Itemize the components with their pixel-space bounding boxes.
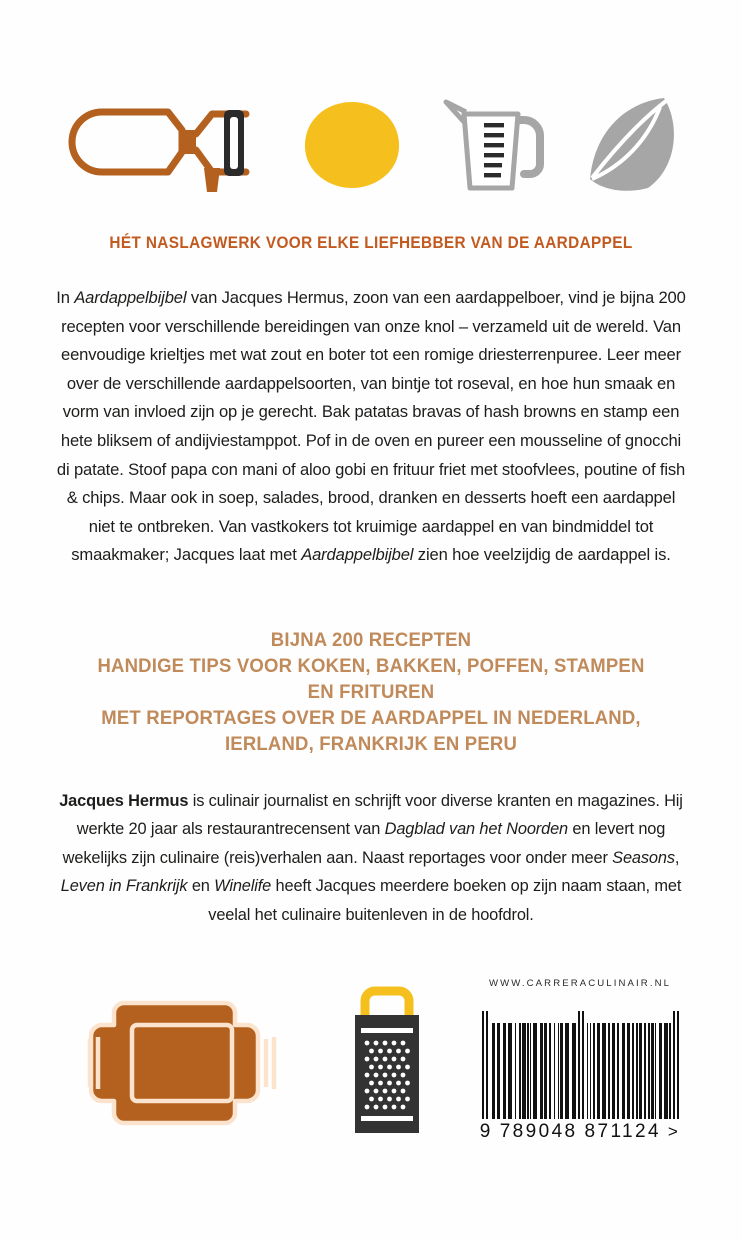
bottom-icon-strip (70, 978, 430, 1143)
barcode-group-2: 871124 (584, 1121, 661, 1142)
barcode-bars (482, 1011, 679, 1119)
isbn-barcode (470, 1011, 690, 1143)
roasting-tray-icon (70, 983, 295, 1143)
seed-pod-icon (582, 93, 686, 197)
barcode-trailing: > (667, 1122, 681, 1141)
promo-line: HANDIGE TIPS VOOR KOKEN, BAKKEN, POFFEN, STAMPEN (97, 655, 645, 677)
top-icon-strip (0, 82, 742, 207)
box-grater-icon (347, 981, 427, 1143)
promo-line: IERLAND, FRANKRIJK EN PERU (224, 733, 518, 755)
publisher-website[interactable]: WWW.CARRERACULINAIR.NL (488, 978, 672, 989)
promo-line: EN FRITUREN (307, 681, 435, 703)
promo-highlights (72, 627, 671, 757)
page-headline: HÉT NASLAGWERK VOOR ELKE LIEFHEBBER VAN DE AARDAPPEL (109, 234, 633, 252)
measuring-jug-icon (438, 90, 546, 200)
promo-line: BIJNA 200 RECEPTEN (270, 629, 472, 651)
promo-line: MET REPORTAGES OVER DE AARDAPPEL IN NEDERLAND, (101, 707, 641, 729)
vegetable-peeler-icon (56, 90, 266, 200)
blurb-paragraph: In Aardappelbijbel van Jacques Hermus, zoon van een aardappelboer, vind je bijna 200 recepten voor verschillende bereidingen van onze knol – verzameld uit de wereld. Van eenvoudige krieltjes met wat zout en boter tot een romige driesterrenpuree. Leer meer over de verschillende aardappelsoorten, van bintje tot roseval, en hoe hun smaak en vorm van invloed zijn op je gerecht. Bak patatas bravas of hash browns en stamp een hete bliksem of andijviestamppot. Pof in de oven en pureer een mousseline of gnocchi di patate. Stoof papa con mani of aloo gobi en frituur friet met stoofvlees, poutine of fish & chips. Maar ook in soep, salades, brood, dranken en desserts hoeft een aardappel niet te ontbreken. Van vastkokers tot kruimige aardappel en van bindmiddel tot smaakmaker; Jacques laat met Aardappelbijbel zien hoe veelzijdig de aardappel is. (56, 288, 686, 565)
barcode-group-1: 789048 (499, 1121, 578, 1142)
author-bio: Jacques Hermus is culinair journalist en schrijft voor diverse kranten en magazines. Hij werkte 20 jaar als restaurantrecensent van Dagblad van het Noorden en levert nog wekelijks zijn culinaire (reis)verhalen aan. Naast reportages voor onder meer Seasons, Leven in Frankrijk en Winelife heeft Jacques meerdere boeken op zijn naam staan, met veelal het culinaire buitenleven in de hoofdrol. (59, 792, 683, 924)
publisher-block (470, 978, 690, 1143)
barcode-lead-digit: 9 (479, 1121, 493, 1142)
barcode-digits (480, 1121, 681, 1143)
lemon-icon (302, 97, 402, 193)
